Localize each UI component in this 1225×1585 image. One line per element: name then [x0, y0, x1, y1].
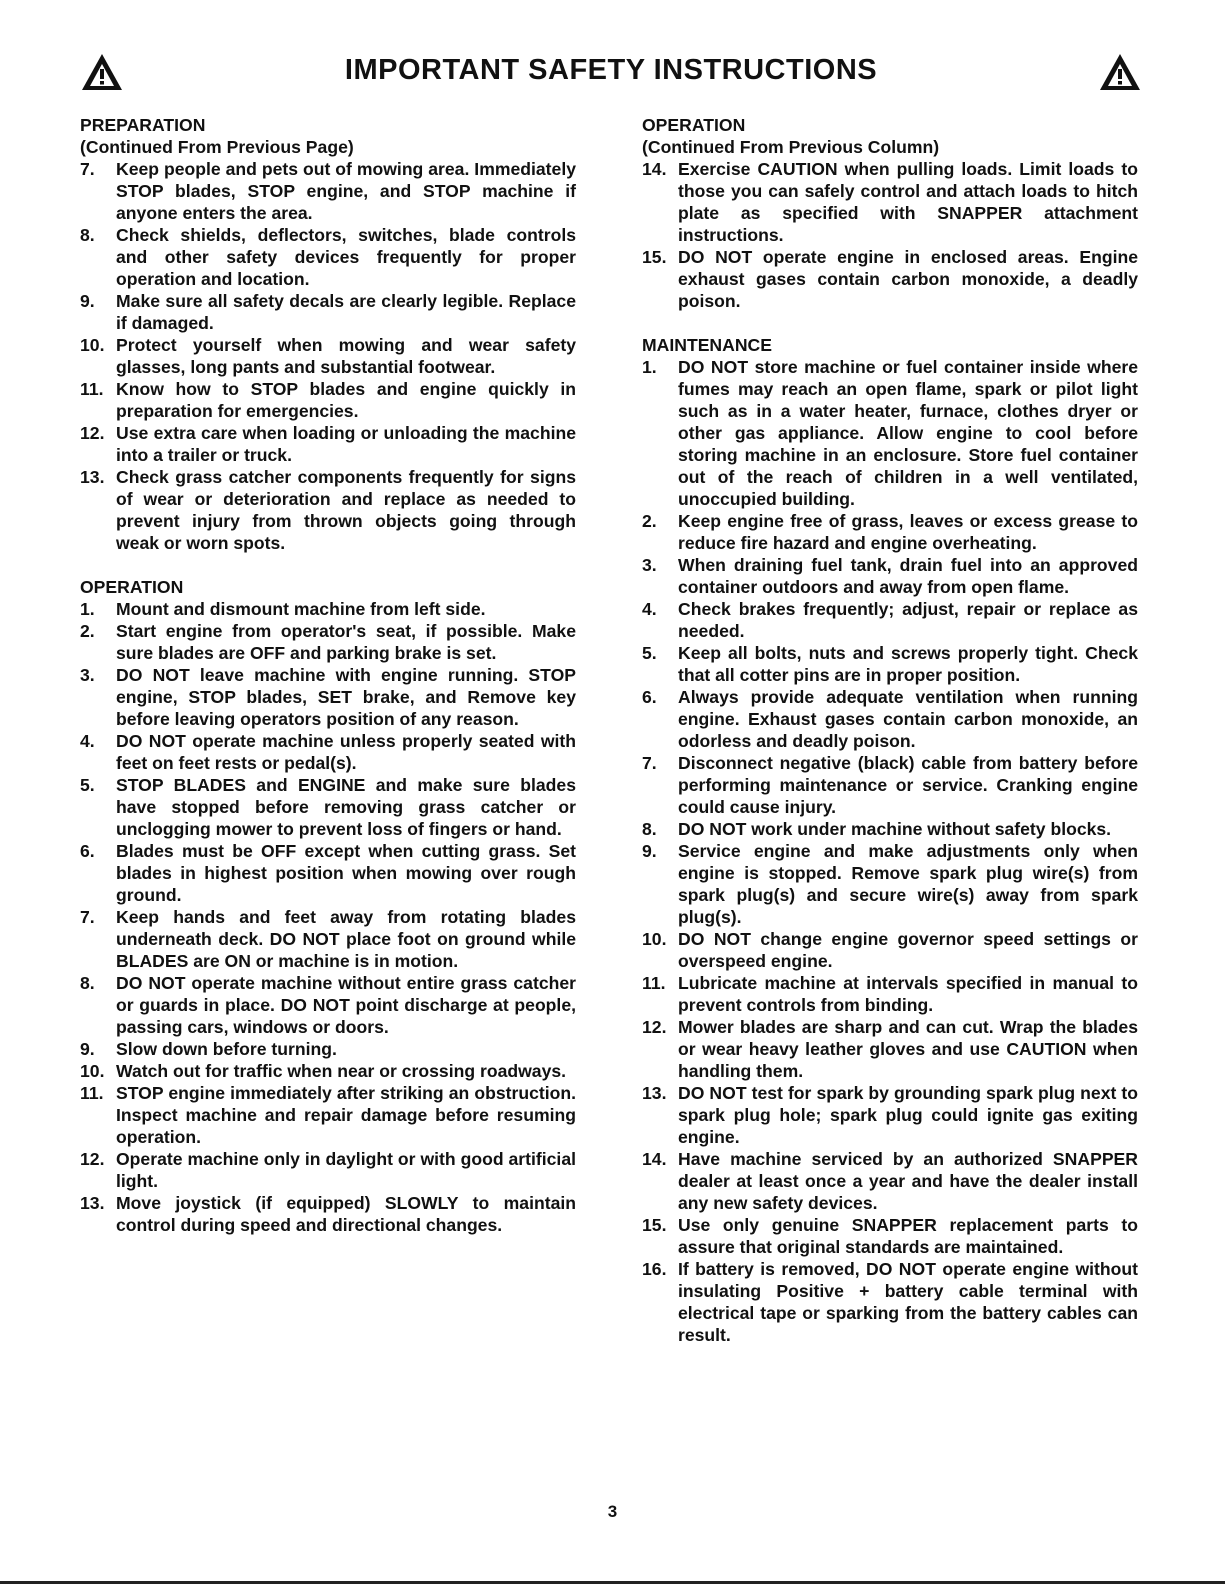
list-item — [642, 1148, 1138, 1214]
list-item — [80, 774, 576, 840]
item-text: Make sure all safety decals are clearly legible. Replace if damaged. — [116, 291, 576, 333]
list-item — [642, 1082, 1138, 1148]
item-number: 6. — [80, 841, 95, 861]
item-text: Mount and dismount machine from left side. — [116, 599, 486, 619]
list-item — [642, 752, 1138, 818]
item-text: Service engine and make adjustments only when engine is stopped. Remove spark plug wire(s) from spark plug(s) and secure wire(s) away from spark plug(s). — [678, 841, 1138, 927]
item-text: DO NOT operate engine in enclosed areas. Engine exhaust gases contain carbon monoxide, a deadly poison. — [678, 247, 1138, 311]
item-text: Check grass catcher components frequently for signs of wear or deterioration and replace as needed to prevent injury from thrown objects going through weak or worn spots. — [116, 467, 576, 553]
list-item — [80, 378, 576, 422]
item-text: DO NOT work under machine without safety blocks. — [678, 819, 1112, 839]
section-heading: MAINTENANCE — [642, 335, 772, 355]
item-number: 9. — [80, 291, 95, 311]
list-item — [80, 664, 576, 730]
item-number: 13. — [80, 1193, 105, 1213]
item-number: 13. — [642, 1083, 667, 1103]
section-preparation — [80, 114, 576, 554]
item-text: Keep engine free of grass, leaves or excess grease to reduce fire hazard and engine overheating. — [678, 511, 1138, 553]
list-item — [80, 334, 576, 378]
list-item — [642, 642, 1138, 686]
item-text: DO NOT store machine or fuel container inside where fumes may reach an open flame, spark or pilot light such as in a water heater, furnace, clothes dryer or other gas appliance. Allow engine to cool before storing machine in an enclosure. Store fuel container out of the reach of children in a well ventilated, unoccupied building. — [678, 357, 1138, 509]
item-number: 15. — [642, 247, 667, 267]
instruction-list — [80, 598, 576, 1236]
list-item — [642, 840, 1138, 928]
item-text: Operate machine only in daylight or with good artificial light. — [116, 1149, 576, 1191]
item-text: Keep all bolts, nuts and screws properly tight. Check that all cotter pins are in proper position. — [678, 643, 1138, 685]
item-text: Know how to STOP blades and engine quickly in preparation for emergencies. — [116, 379, 576, 421]
item-number: 2. — [80, 621, 95, 641]
item-number: 6. — [642, 687, 657, 707]
item-number: 9. — [642, 841, 657, 861]
item-number: 3. — [80, 665, 95, 685]
item-text: Start engine from operator's seat, if possible. Make sure blades are OFF and parking brake is set. — [116, 621, 576, 663]
item-number: 7. — [80, 159, 95, 179]
item-text: Mower blades are sharp and can cut. Wrap the blades or wear heavy leather gloves and use CAUTION when handling them. — [678, 1017, 1138, 1081]
list-item — [80, 906, 576, 972]
warning-triangle-icon — [1098, 52, 1142, 92]
item-text: If battery is removed, DO NOT operate engine without insulating Positive + battery cable terminal with electrical tape or sparking from the battery cables can result. — [678, 1259, 1138, 1345]
item-number: 7. — [642, 753, 657, 773]
list-item — [642, 598, 1138, 642]
item-number: 1. — [80, 599, 95, 619]
item-text: DO NOT test for spark by grounding spark plug next to spark plug hole; spark plug could ignite gas exiting engine. — [678, 1083, 1138, 1147]
item-text: Watch out for traffic when near or crossing roadways. — [116, 1061, 567, 1081]
item-text: Exercise CAUTION when pulling loads. Limit loads to those you can safely control and attach loads to hitch plate as specified with SNAPPER attachment instructions. — [678, 159, 1138, 245]
item-number: 4. — [80, 731, 95, 751]
item-number: 2. — [642, 511, 657, 531]
item-number: 7. — [80, 907, 95, 927]
list-item — [80, 224, 576, 290]
item-number: 13. — [80, 467, 105, 487]
list-item — [80, 422, 576, 466]
item-text: When draining fuel tank, drain fuel into an approved container outdoors and away from open flame. — [678, 555, 1138, 597]
item-number: 12. — [642, 1017, 667, 1037]
list-item — [642, 686, 1138, 752]
item-text: Keep people and pets out of mowing area. Immediately STOP blades, STOP engine, and STOP machine if anyone enters the area. — [116, 159, 576, 223]
list-item — [80, 1148, 576, 1192]
item-number: 1. — [642, 357, 657, 377]
left-column — [80, 114, 576, 1258]
list-item — [80, 158, 576, 224]
item-text: Lubricate machine at intervals specified in manual to prevent controls from binding. — [678, 973, 1138, 1015]
section-continued-note: (Continued From Previous Page) — [80, 137, 354, 157]
item-number: 8. — [642, 819, 657, 839]
item-text: Check brakes frequently; adjust, repair or replace as needed. — [678, 599, 1138, 641]
section-continued-note: (Continued From Previous Column) — [642, 137, 940, 157]
bottom-rule — [0, 1581, 1225, 1584]
list-item — [80, 466, 576, 554]
list-item — [80, 1038, 576, 1060]
right-column — [642, 114, 1138, 1368]
instruction-list — [642, 356, 1138, 1346]
item-text: STOP engine immediately after striking an obstruction. Inspect machine and repair damage before resuming operation. — [116, 1083, 576, 1147]
list-item — [642, 928, 1138, 972]
item-number: 11. — [80, 379, 104, 399]
item-text: DO NOT operate machine without entire grass catcher or guards in place. DO NOT point discharge at people, passing cars, windows or doors. — [116, 973, 576, 1037]
item-text: DO NOT operate machine unless properly seated with feet on feet rests or pedal(s). — [116, 731, 576, 773]
item-text: Have machine serviced by an authorized SNAPPER dealer at least once a year and have the dealer install any new safety devices. — [678, 1149, 1138, 1213]
list-item — [80, 620, 576, 664]
item-number: 15. — [642, 1215, 667, 1235]
item-text: Use only genuine SNAPPER replacement parts to assure that original standards are maintained. — [678, 1215, 1138, 1257]
list-item — [80, 972, 576, 1038]
list-item — [80, 1060, 576, 1082]
list-item — [642, 1016, 1138, 1082]
item-text: Blades must be OFF except when cutting grass. Set blades in highest position when mowing over rough ground. — [116, 841, 576, 905]
instruction-list — [80, 158, 576, 554]
item-number: 8. — [80, 225, 95, 245]
section-operation — [80, 576, 576, 1236]
item-number: 9. — [80, 1039, 95, 1059]
list-item — [80, 1192, 576, 1236]
list-item — [80, 1082, 576, 1148]
section-heading: OPERATION — [642, 115, 746, 135]
item-number: 10. — [80, 335, 105, 355]
list-item — [642, 818, 1138, 840]
item-number: 5. — [80, 775, 95, 795]
list-item — [80, 290, 576, 334]
item-number: 5. — [642, 643, 657, 663]
item-text: Slow down before turning. — [116, 1039, 337, 1059]
page-header — [80, 52, 1142, 98]
item-number: 8. — [80, 973, 95, 993]
list-item — [80, 730, 576, 774]
list-item — [642, 972, 1138, 1016]
list-item — [642, 158, 1138, 246]
item-text: Disconnect negative (black) cable from battery before performing maintenance or service. Cranking engine could cause injury. — [678, 753, 1138, 817]
section-operation — [642, 114, 1138, 312]
page-title: IMPORTANT SAFETY INSTRUCTIONS — [344, 54, 878, 86]
list-item — [642, 1258, 1138, 1346]
item-number: 11. — [80, 1083, 104, 1103]
list-item — [642, 356, 1138, 510]
item-number: 11. — [642, 973, 666, 993]
item-number: 12. — [80, 423, 105, 443]
item-text: Always provide adequate ventilation when running engine. Exhaust gases contain carbon monoxide, an odorless and deadly poison. — [678, 687, 1138, 751]
item-text: DO NOT leave machine with engine running. STOP engine, STOP blades, SET brake, and Remove key before leaving operators position of any reason. — [116, 665, 576, 729]
item-text: Check shields, deflectors, switches, blade controls and other safety devices frequently for proper operation and location. — [116, 225, 576, 289]
item-number: 12. — [80, 1149, 105, 1169]
list-item — [642, 554, 1138, 598]
item-number: 4. — [642, 599, 657, 619]
item-number: 10. — [80, 1061, 105, 1081]
instruction-list — [642, 158, 1138, 312]
item-text: STOP BLADES and ENGINE and make sure blades have stopped before removing grass catcher or unclogging mower to prevent loss of fingers or hand. — [116, 775, 576, 839]
list-item — [80, 840, 576, 906]
list-item — [642, 246, 1138, 312]
page-number: 3 — [607, 1502, 618, 1521]
section-heading: PREPARATION — [80, 115, 206, 135]
item-text: Move joystick (if equipped) SLOWLY to maintain control during speed and directional changes. — [116, 1193, 576, 1235]
item-number: 14. — [642, 1149, 667, 1169]
item-text: Use extra care when loading or unloading the machine into a trailer or truck. — [116, 423, 576, 465]
item-number: 14. — [642, 159, 667, 179]
item-number: 3. — [642, 555, 657, 575]
item-number: 10. — [642, 929, 667, 949]
list-item — [80, 598, 576, 620]
item-text: Keep hands and feet away from rotating blades underneath deck. DO NOT place foot on ground while BLADES are ON or machine is in motion. — [116, 907, 576, 971]
list-item — [642, 510, 1138, 554]
item-text: DO NOT change engine governor speed settings or overspeed engine. — [678, 929, 1138, 971]
section-maintenance — [642, 334, 1138, 1346]
section-heading: OPERATION — [80, 577, 184, 597]
item-text: Protect yourself when mowing and wear safety glasses, long pants and substantial footwear. — [116, 335, 576, 377]
list-item — [642, 1214, 1138, 1258]
item-number: 16. — [642, 1259, 667, 1279]
